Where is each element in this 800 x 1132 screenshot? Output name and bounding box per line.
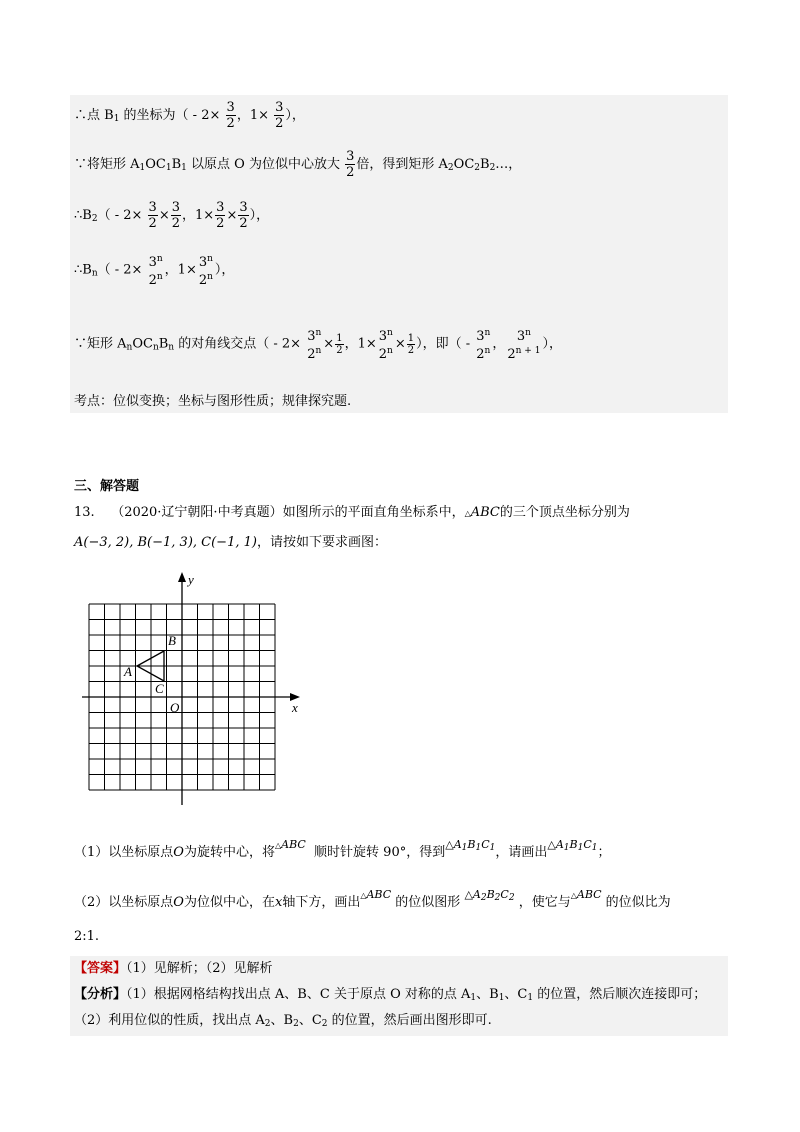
question-part-1: （1）以坐标原点O为旋转中心，将$^{\triangle ABC}$ 顺时针旋转 90°，得到$^{\triangle A_1B_1C_1}$，请画出$^{\triangle A_1B_1C_1}$；: [74, 838, 611, 860]
fraction: $\frac{3}{2}$: [226, 100, 235, 131]
section-heading: 三、解答题: [74, 479, 140, 494]
y-axis-arrow: [178, 572, 186, 582]
solution-kaodian: 考点：位似变换；坐标与图形性质；规律探究题.: [74, 394, 352, 409]
ratio-line: 2:1.: [74, 929, 100, 944]
axes: [82, 575, 297, 805]
solution-line-4: $\therefore B_n( - 2\times$ 3$^n$ 2$^n$ ，1× 3$^n$ 2$^n$ ），: [74, 254, 235, 288]
point-b-label: B: [168, 633, 176, 648]
question-part-2: （2）以坐标原点O为位似中心，在x轴下方，画出$^{\triangle ABC}$ 的位似图形 $^{\triangle A_2B_2C_2}$ ，使它与$^{\triangle ABC}$ 的位似比为: [74, 888, 671, 910]
answer-line: 【答案】（1）见解析；（2）见解析: [74, 961, 273, 976]
analysis-line-1: 【分析】（1）根据网格结构找出点 A、B、C 关于原点 O 对称的点 $A_1$、$B_1$、$C_1$ 的位置，然后顺次连接即可；: [74, 987, 707, 1003]
question-13-line-2: A(−3, 2), B(−1, 3), C(−1, 1)，请按如下要求画图：: [74, 535, 387, 550]
origin-label: O: [170, 700, 180, 715]
x-axis-label: x: [292, 700, 298, 715]
solution-line-1: ∴点 $B_1$ 的坐标为（ - 2× $\frac{3}{2}$ ，1× $\frac{3}{2}$ ），: [74, 100, 305, 131]
point-a-label: A: [124, 664, 132, 679]
analysis-line-2: （2）利用位似的性质，找出点 $A_2$、$B_2$、$C_2$ 的位置，然后画出图形即可.: [74, 1013, 492, 1029]
solution-line-2: ∵将矩形 $A_1OC_1B_1$ 以原点 O 为位似中心放大 $\frac{3}{2}$ 倍，得到矩形 $A_2OC_2B_2\dots$，: [74, 149, 522, 180]
y-axis-label: y: [188, 572, 194, 587]
solution-line-3: $\therefore B_2( - 2\times$ $\frac{3}{2}$ × $\frac{3}{2}$ ，1× $\frac{3}{2}$ × $\frac{3}{2}$ ），: [74, 200, 270, 231]
question-13-line-1: 13. （2020·辽宁朝阳·中考真题）如图所示的平面直角坐标系中，△ABC的三个顶点坐标分别为: [74, 505, 630, 520]
coordinate-grid-figure: [82, 570, 322, 810]
solution-line-5: ∵矩形 $A_nOC_nB_n$ 的对角线交点（ - 2× 3$^n$ 2$^n$ × $\frac{1}{2}$ ，1× 3$^n$ 2$^n$ × $\frac{1}{2}$ ），即（ - 3$^n$ 2$^n$ ， 3$^n$ $2^{n + 1}$ ），: [74, 328, 562, 362]
point-c-label: C: [155, 681, 164, 696]
fraction: $\frac{3}{2}$: [346, 149, 355, 180]
fraction: $\frac{3}{2}$: [275, 100, 284, 131]
